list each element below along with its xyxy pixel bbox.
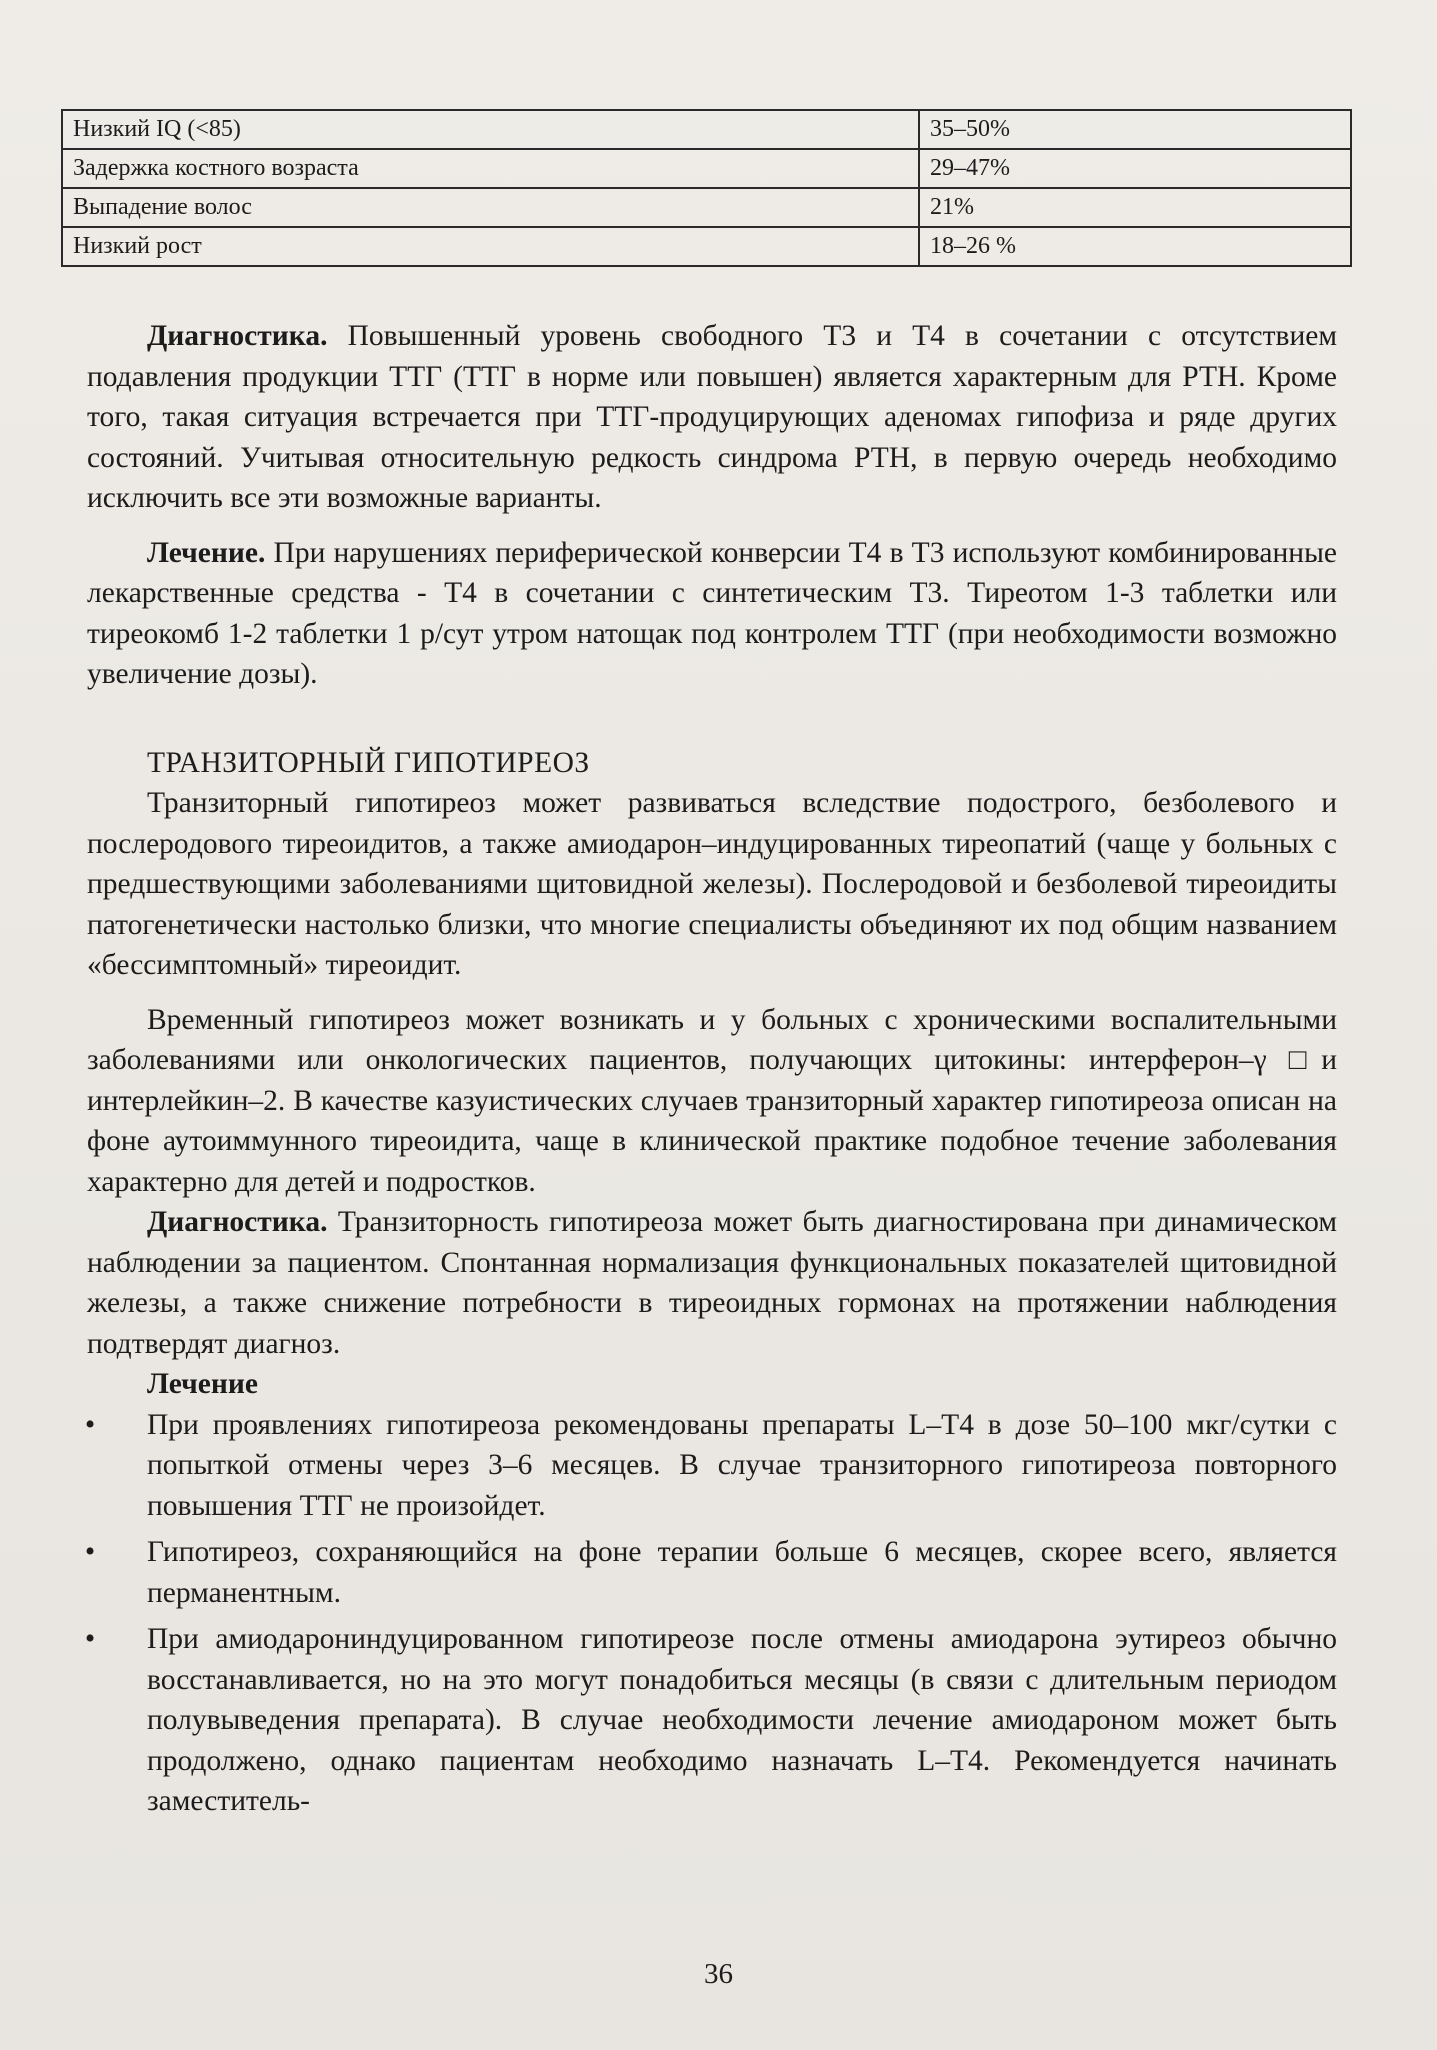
treatment-lead: Лечение. xyxy=(147,536,266,569)
table-cell-value: 18–26 % xyxy=(919,227,1351,266)
list-item xyxy=(84,1619,1337,1822)
diagnostics-lead: Диагностика. xyxy=(147,1206,328,1238)
table-row xyxy=(62,149,1351,188)
diagnostics-paragraph xyxy=(87,316,1337,519)
table-cell-value: 29–47% xyxy=(919,149,1351,188)
body-text xyxy=(84,316,1337,1828)
list-item xyxy=(84,1405,1337,1527)
diagnostics-text: Повышенный уровень свободного Т3 и Т4 в сочетании с отсутствием подавления продукции ТТГ (ТТГ в норме или повышен) является характерным для РТН. Кроме того, такая ситуация встречается при ТТГ-продуцирующих аденомах гипофиза и ряде других состояний. Учитывая относительную редкость синдрома РТН, в первую очередь необходимо исключить все эти возможные варианты. xyxy=(87,320,1337,514)
list-item-text: При проявлениях гипотиреоза рекомендованы препараты L–T4 в дозе 50–100 мкг/сутки с попыткой отмены через 3–6 месяцев. В случае транзиторного гипотиреоза повторного повышения ТТГ не произойдет. xyxy=(147,1408,1337,1522)
list-item-text: При амиодарониндуцированном гипотиреозе после отмены амиодарона эутиреоз обычно восстанавливается, но на это могут понадобиться месяцы (в связи с длительным периодом полувыведения препарата). В случае необходимости лечение амиодароном может быть продолжено, однако пациентам необходимо назначать L–T4. Рекомендуется начинать заместитель- xyxy=(147,1623,1337,1817)
section-title: ТРАНЗИТОРНЫЙ ГИПОТИРЕОЗ xyxy=(147,746,590,779)
list-item-text: Гипотиреоз, сохраняющийся на фоне терапии больше 6 месяцев, скорее всего, является перманентным. xyxy=(147,1536,1337,1609)
treatment-text: При нарушениях периферической конверсии Т4 в Т3 используют комбинированные лекарственные средства - Т4 в сочетании с синтетическим Т3. Тиреотом 1-3 таблетки или тиреокомб 1-2 таблетки 1 р/сут утром натощак под контролем ТТГ (при необходимости возможно увеличение дозы). xyxy=(87,536,1337,690)
table-row xyxy=(62,227,1351,266)
paragraph: Временный гипотиреоз может возникать и у больных с хроническими воспалительными заболеваниями или онкологических пациентов, получающих цитокины: интерферон–γ □и интерлейкин–2. В качестве казуистических случаев транзиторный характер гипотиреоза описан на фоне аутоиммунного тиреоидита, чаще в клинической практике подобное течение заболевания характерно для детей и подростков. xyxy=(87,1003,1337,1198)
table-cell-label: Выпадение волос xyxy=(62,188,919,227)
table-row xyxy=(62,110,1351,149)
bullet-icon: • xyxy=(84,1408,96,1441)
table-cell-value: 21% xyxy=(919,188,1351,227)
table-cell-value: 35–50% xyxy=(919,110,1351,149)
page-number: 36 xyxy=(704,1958,733,1990)
paragraph: Транзиторный гипотиреоз может развиваться вследствие подострого, безболевого и послеродового тиреоидитов, а также амиодарон–индуцированных тиреопатий (чаще у больных с предшествующими заболеваниями щитовидной железы). Послеродовой и безболевой тиреоидиты патогенетически настолько близки, что многие специалисты объединяют их под общим названием «бессимптомный» тиреоидит. xyxy=(87,787,1337,981)
treatment-list xyxy=(84,1405,1337,1822)
table-cell-label: Задержка костного возраста xyxy=(62,149,919,188)
table-row xyxy=(62,188,1351,227)
diagnostics-lead: Диагностика. xyxy=(147,320,328,352)
treatment-subheading: Лечение xyxy=(147,1368,258,1400)
diagnostics-text: Транзиторность гипотиреоза может быть диагностирована при динамическом наблюдении за пациентом. Спонтанная нормализация функциональных показателей щитовидной железы, а также снижение потребности в тиреоидных гормонах на протяжении наблюдения подтвердят диагноз. xyxy=(87,1206,1337,1360)
treatment-paragraph xyxy=(87,533,1337,695)
diagnostics-paragraph xyxy=(87,1202,1337,1364)
bullet-icon: • xyxy=(84,1623,96,1655)
list-item xyxy=(84,1532,1337,1613)
table-cell-label: Низкий IQ (<85) xyxy=(62,110,919,149)
symptom-frequency-table xyxy=(61,109,1352,267)
table-cell-label: Низкий рост xyxy=(62,227,919,266)
bullet-icon: • xyxy=(84,1536,96,1568)
